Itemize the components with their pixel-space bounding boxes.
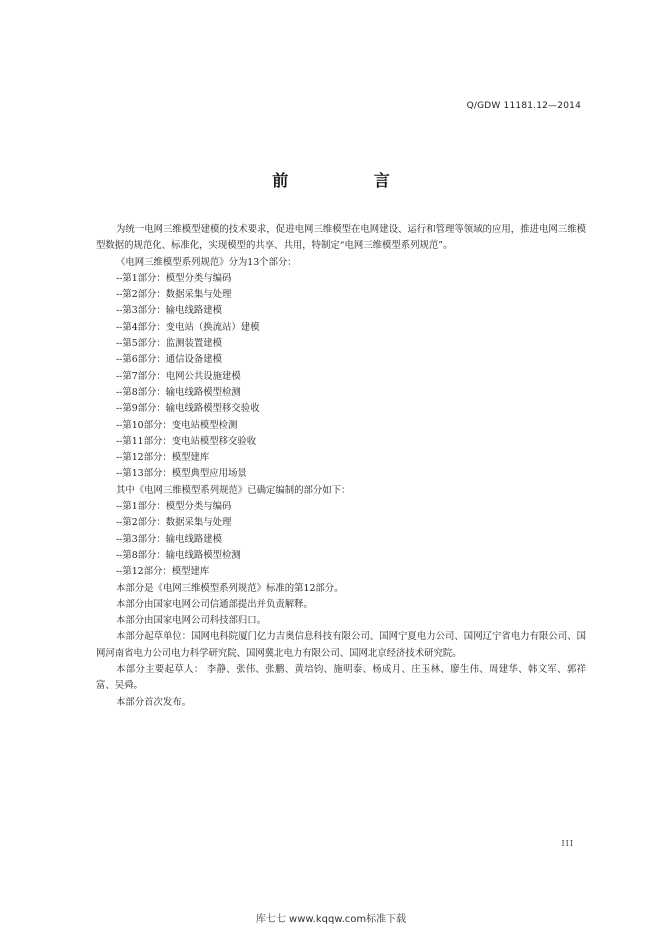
list-item: --第7部分：电网公共设施建模: [116, 370, 241, 382]
paragraph: 本部分由国家电网公司科技部归口。: [116, 615, 267, 627]
list-item: --第3部分：输电线路建模: [116, 533, 223, 545]
paragraph: 本部分主要起草人： 李静、张伟、张鹏、黄培钧、施明泰、杨成月、庄玉林、廖生伟、周建华、韩文军、郭祥富、吴舜。: [96, 664, 586, 692]
paragraph: 本部分起草单位：国网电科院厦门亿力吉奥信息科技有限公司、国网宁夏电力公司、国网辽宁省电力有限公司、国网河南省电力公司电力科学研究院、国网冀北电力有限公司、国网北京经济技术研究院。: [96, 631, 586, 659]
list-item: --第2部分：数据采集与处理: [116, 517, 232, 529]
list-item: --第3部分：输电线路建模: [116, 305, 223, 317]
paragraph: 《电网三维模型系列规范》分为13个部分：: [116, 256, 297, 268]
list-item: --第10部分：变电站模型检测: [116, 419, 238, 431]
paragraph: 其中《电网三维模型系列规范》已确定编制的部分如下：: [116, 484, 351, 496]
list-item: --第2部分：数据采集与处理: [116, 289, 232, 301]
list-item: --第1部分：模型分类与编码: [116, 501, 232, 513]
foreword-body: [96, 222, 586, 711]
document-code: Q/GDW 11181.12—2014: [466, 101, 581, 111]
paragraph: 本部分首次发布。: [116, 696, 192, 708]
page-title: 前 言: [272, 171, 430, 190]
list-item: --第1部分：模型分类与编码: [116, 272, 232, 284]
list-item: --第9部分：输电线路模型移交验收: [116, 403, 260, 415]
list-item: --第6部分：通信设备建模: [116, 354, 223, 366]
list-item: --第12部分：模型建库: [116, 566, 210, 578]
paragraph: 为统一电网三维模型建模的技术要求，促进电网三维模型在电网建设、运行和管理等领域的应用，推进电网三维模型数据的规范化、标准化，实现模型的共享、共用，特制定“电网三维模型系列规范”。: [96, 224, 586, 252]
page-number: III: [561, 839, 574, 848]
list-item: --第4部分：变电站（换流站）建模: [116, 321, 260, 333]
paragraph: 本部分由国家电网公司信通部提出并负责解释。: [116, 598, 313, 610]
paragraph: 本部分是《电网三维模型系列规范》标准的第12部分。: [116, 582, 344, 594]
list-item: --第8部分：输电线路模型检测: [116, 549, 241, 561]
list-item: --第13部分：模型典型应用场景: [116, 468, 247, 480]
watermark-text: 库七七 www.kqqw.com标准下载: [255, 914, 407, 925]
list-item: --第8部分：输电线路模型检测: [116, 386, 241, 398]
list-item: --第11部分：变电站模型移交验收: [116, 435, 257, 447]
list-item: --第5部分：监测装置建模: [116, 338, 223, 350]
list-item: --第12部分：模型建库: [116, 452, 210, 464]
